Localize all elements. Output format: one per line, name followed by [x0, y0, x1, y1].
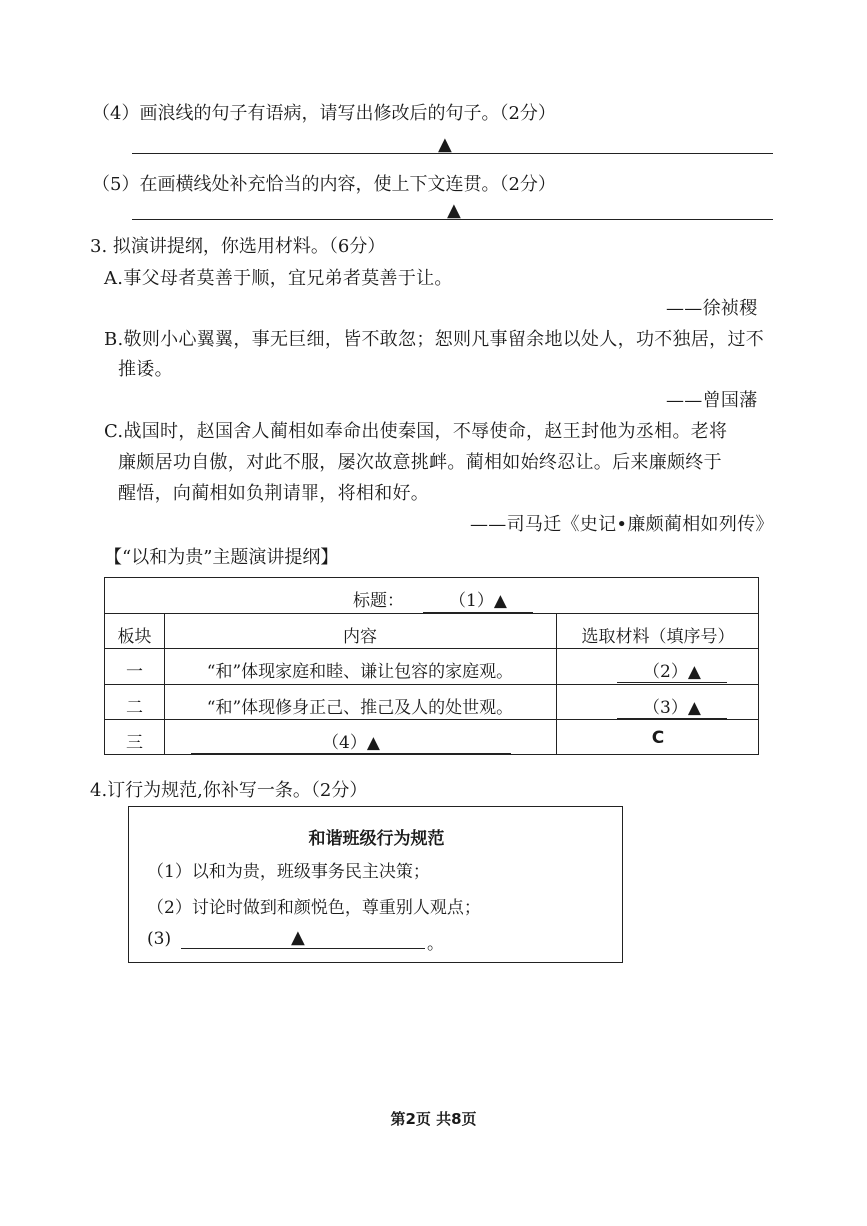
outline-table: [104, 577, 759, 755]
table-divider: [105, 719, 758, 720]
answer-blank-marker: ▲: [438, 134, 452, 155]
question-4-text: （4）画浪线的句子有语病，请写出修改后的句子。（2分）: [92, 103, 556, 124]
norms-box: [128, 806, 623, 963]
table-row-section: 一: [126, 662, 143, 682]
page-footer: 第2页 共8页: [390, 1110, 477, 1128]
table-divider: [105, 684, 758, 685]
table-row-material-blank: （3）▲: [617, 693, 727, 719]
norms-heading: 和谐班级行为规范: [308, 829, 445, 849]
norms-item-3-suffix: 。: [427, 934, 444, 954]
answer-line: [132, 153, 773, 154]
answer-line: [132, 219, 773, 220]
column-header-section: 板块: [117, 627, 152, 647]
table-row-section: 三: [126, 733, 143, 753]
material-c-line-1: C.战国时，赵国舍人蔺相如奉命出使秦国，不辱使命，赵王封他为丞相。老将: [104, 421, 728, 442]
outline-heading: 【“以和为贵”主题演讲提纲】: [104, 547, 339, 568]
table-row-content-blank: （4）▲: [191, 728, 511, 754]
table-divider: [105, 613, 758, 614]
material-c-source: ——司马迁《史记•廉颇蔺相如列传》: [470, 514, 774, 535]
outline-title-label: 标题：: [353, 591, 404, 611]
material-c-line-2: 廉颇居功自傲，对此不服，屡次故意挑衅。蔺相如始终忍让。后来廉颇终于: [118, 452, 722, 473]
norms-item-2: （2）讨论时做到和颜悦色，尊重别人观点；: [147, 898, 481, 918]
answer-blank-marker: ▲: [447, 200, 461, 221]
material-a-source: ——徐祯稷: [666, 298, 758, 319]
table-row-material-blank: （2）▲: [617, 657, 727, 683]
material-b-line-1: B.敬则小心翼翼，事无巨细，皆不敢忽；恕则凡事留余地以处人，功不独居，过不: [104, 329, 765, 350]
question-5-text: （5）在画横线处补充恰当的内容，使上下文连贯。（2分）: [92, 174, 556, 195]
table-row-material: C: [651, 728, 665, 748]
material-a: A.事父母者莫善于顺，宜兄弟者莫善于让。: [104, 268, 453, 289]
table-row-content: “和”体现修身正己、推己及人的处世观。: [206, 698, 514, 718]
table-row-content: “和”体现家庭和睦、谦让包容的家庭观。: [206, 662, 514, 682]
table-row-section: 二: [126, 698, 143, 718]
question-4b-title: 4.订行为规范,你补写一条。（2分）: [90, 780, 368, 801]
column-header-material: 选取材料（填序号）: [581, 627, 735, 647]
material-b-source: ——曾国藩: [666, 390, 758, 411]
answer-line: [181, 948, 425, 949]
norms-item-3-prefix: (3): [147, 929, 172, 949]
table-divider: [105, 648, 758, 649]
material-c-line-3: 醒悟，向蔺相如负荆请罪，将相和好。: [118, 483, 430, 504]
column-header-content: 内容: [343, 627, 377, 647]
outline-title-blank: （1）▲: [423, 586, 533, 613]
answer-blank-marker: ▲: [291, 927, 305, 948]
norms-item-1: （1）以和为贵，班级事务民主决策；: [147, 862, 430, 882]
material-b-line-2: 推诿。: [118, 359, 173, 380]
question-3-title: 3. 拟演讲提纲，你选用材料。（6分）: [90, 236, 386, 257]
